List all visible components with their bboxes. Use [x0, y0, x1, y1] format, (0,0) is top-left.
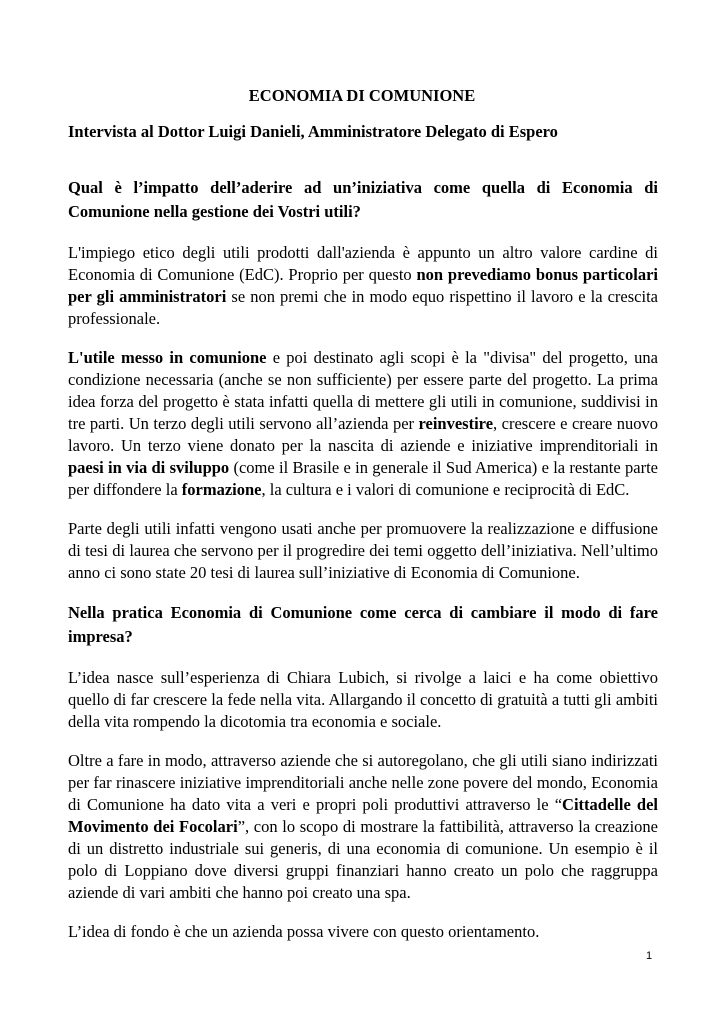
bold-run: non prevediamo bonus particolari per gli amministratori: [68, 265, 658, 306]
answer-paragraph-5: [68, 750, 658, 904]
answer-paragraph-1: [68, 242, 658, 330]
page-number: 1: [646, 950, 653, 962]
interview-body: [68, 176, 658, 960]
answer-paragraph-6: L’idea di fondo è che un azienda possa vivere con questo orientamento.: [68, 922, 540, 941]
bold-run: reinvestire: [418, 414, 494, 433]
text-run: e poi destinato agli scopi è la "divisa" del progetto, una condizione necessaria (anche se non sufficiente) per essere parte del progetto. La prima idea forza del progetto è stata infatti quella di mettere gli utili in comunione, suddivisi in tre parti. Un terzo degli utili servono all’azienda per: [68, 348, 658, 433]
bold-run: Cittadelle del Movimento dei Focolari: [68, 795, 658, 836]
text-run: (come il Brasile e in generale il Sud America) e la restante parte per diffondere la: [68, 458, 658, 499]
text-run: L'impiego etico degli utili prodotti dall'azienda è appunto un altro valore cardine di Economia di Comunione (EdC). Proprio per questo: [68, 243, 658, 284]
answer-paragraph-3: Parte degli utili infatti vengono usati anche per promuovere la realizzazione e diffusione di tesi di laurea che servono per il progredire dei temi oggetto dell’iniziativa. Nell’ultimo anno ci sono state 20 tesi di laurea sull’iniziative di Economia di Comunione.: [68, 519, 658, 582]
answer-paragraph-4: L’idea nasce sull’esperienza di Chiara Lubich, si rivolge a laici e ha come obiettivo quello di far crescere la fede nella vita. Allargando il concetto di gratuità a tutti gli ambiti della vita rompendo la dicotomia tra economia e sociale.: [68, 668, 658, 731]
bold-run: paesi in via di sviluppo: [68, 458, 230, 477]
document-title: ECONOMIA DI COMUNIONE: [248, 86, 476, 105]
bold-run: formazione: [181, 480, 262, 499]
answer-paragraph-2: [68, 347, 658, 501]
text-run: , la cultura e i valori di comunione e reciprocità di EdC.: [261, 480, 630, 499]
question-1: Qual è l’impatto dell’aderire ad un’iniziativa come quella di Economia di Comunione nella gestione dei Vostri utili?: [68, 178, 658, 221]
text-run: se non premi che in modo equo rispettino il lavoro e la crescita professionale.: [68, 287, 658, 328]
bold-run: L'utile messo in comunione: [68, 348, 267, 367]
text-run: Oltre a fare in modo, attraverso aziende che si autoregolano, che gli utili siano indirizzati per far rinascere iniziative imprenditoriali anche nelle zone povere del mondo, Economia di Comunione ha dato vita a veri e propri poli produttivi attraverso le “: [68, 751, 658, 814]
document-subtitle: Intervista al Dottor Luigi Danieli, Amministratore Delegato di Espero: [68, 122, 558, 141]
text-run: , crescere e creare nuovo lavoro. Un terzo viene donato per la nascita di aziende e iniziative imprenditoriali in: [68, 414, 658, 455]
text-run: ”, con lo scopo di mostrare la fattibilità, attraverso la creazione di un distretto industriale sui generis, di una economia di comunione. Un esempio è il polo di Loppiano dove diversi gruppi finanziari hanno creato un polo che raggruppa aziende di vari ambiti che hanno poi creato una spa.: [68, 817, 658, 902]
question-2: Nella pratica Economia di Comunione come cerca di cambiare il modo di fare impresa?: [68, 603, 658, 646]
